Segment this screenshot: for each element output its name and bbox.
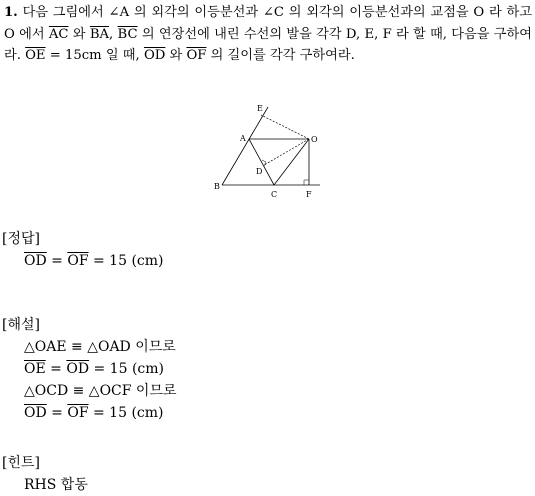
geometry-figure — [208, 103, 328, 199]
explanation-header: [해설] — [2, 317, 40, 333]
segment-of: $\overline{OF}$ — [186, 48, 207, 63]
answer-header: [정답] — [2, 231, 40, 247]
right-angle-mark-d — [262, 160, 266, 166]
segment-co — [274, 139, 309, 185]
segment-od: $\overline{OD}$ — [24, 253, 47, 269]
segment-oe: $\overline{OE}$ — [25, 48, 46, 63]
segment-of: $\overline{OF}$ — [67, 405, 89, 421]
explanation-value: = 15 (cm) — [89, 361, 164, 377]
answer-line — [2, 250, 163, 272]
problem-statement — [4, 2, 532, 67]
problem-number: 1. — [4, 5, 18, 20]
segment-od: $\overline{OD}$ — [143, 48, 166, 63]
problem-text: 다음 그림에서 ∠A 의 외각의 이등분선과 ∠C 의 외각의 이등분선과의 교점을 O 라 하고 O 에서 — [4, 5, 532, 42]
label-d: D — [256, 167, 263, 176]
segment-od: $\overline{OD}$ — [24, 405, 47, 421]
hint-text: RHS 합동 — [24, 477, 88, 493]
problem-text: = 15cm 일 때, — [45, 48, 144, 63]
segment-of: $\overline{OF}$ — [67, 253, 89, 269]
problem-text: 와 — [68, 26, 90, 42]
explanation-section — [2, 314, 177, 424]
equals-sign: = — [46, 253, 68, 269]
label-a: A — [240, 134, 246, 143]
segment-od-dashed — [264, 139, 309, 165]
hint-header: [힌트] — [2, 455, 40, 471]
label-f: F — [306, 190, 312, 199]
right-angle-mark-f — [304, 180, 309, 185]
answer-value: = 15 (cm) — [88, 253, 164, 269]
segment-ba: $\overline{BA}$ — [89, 26, 110, 42]
equals-sign: = — [46, 405, 68, 421]
label-b: B — [214, 182, 220, 191]
explanation-value: = 15 (cm) — [88, 405, 164, 421]
segment-ac: $\overline{AC}$ — [48, 26, 69, 42]
label-e: E — [257, 104, 263, 113]
segment-oe-dashed — [261, 115, 309, 139]
label-c: C — [271, 190, 278, 199]
segment-ac-line — [249, 139, 274, 185]
problem-text: 의 길이를 각각 구하여라. — [206, 48, 355, 63]
segment-oe: $\overline{OE}$ — [24, 361, 46, 377]
answer-section — [2, 228, 163, 272]
problem-text: , — [109, 26, 118, 42]
segment-od: $\overline{OD}$ — [66, 361, 90, 377]
explanation-line-3: △OCD ≡ △OCF 이므로 — [24, 383, 177, 399]
equals-sign: = — [45, 361, 67, 377]
problem-text: 와 — [165, 48, 187, 63]
segment-bc: $\overline{BC}$ — [117, 26, 138, 42]
hint-section — [2, 452, 88, 496]
label-o: O — [311, 135, 318, 144]
explanation-line-2 — [2, 358, 177, 380]
explanation-line-1: △OAE ≡ △OAD 이므로 — [24, 339, 176, 355]
problem-text: 의 연장선에 내린 수선의 발을 각각 D, E, F 라 할 때, 다음을 구하여라. — [4, 26, 532, 63]
explanation-line-4 — [2, 402, 177, 424]
